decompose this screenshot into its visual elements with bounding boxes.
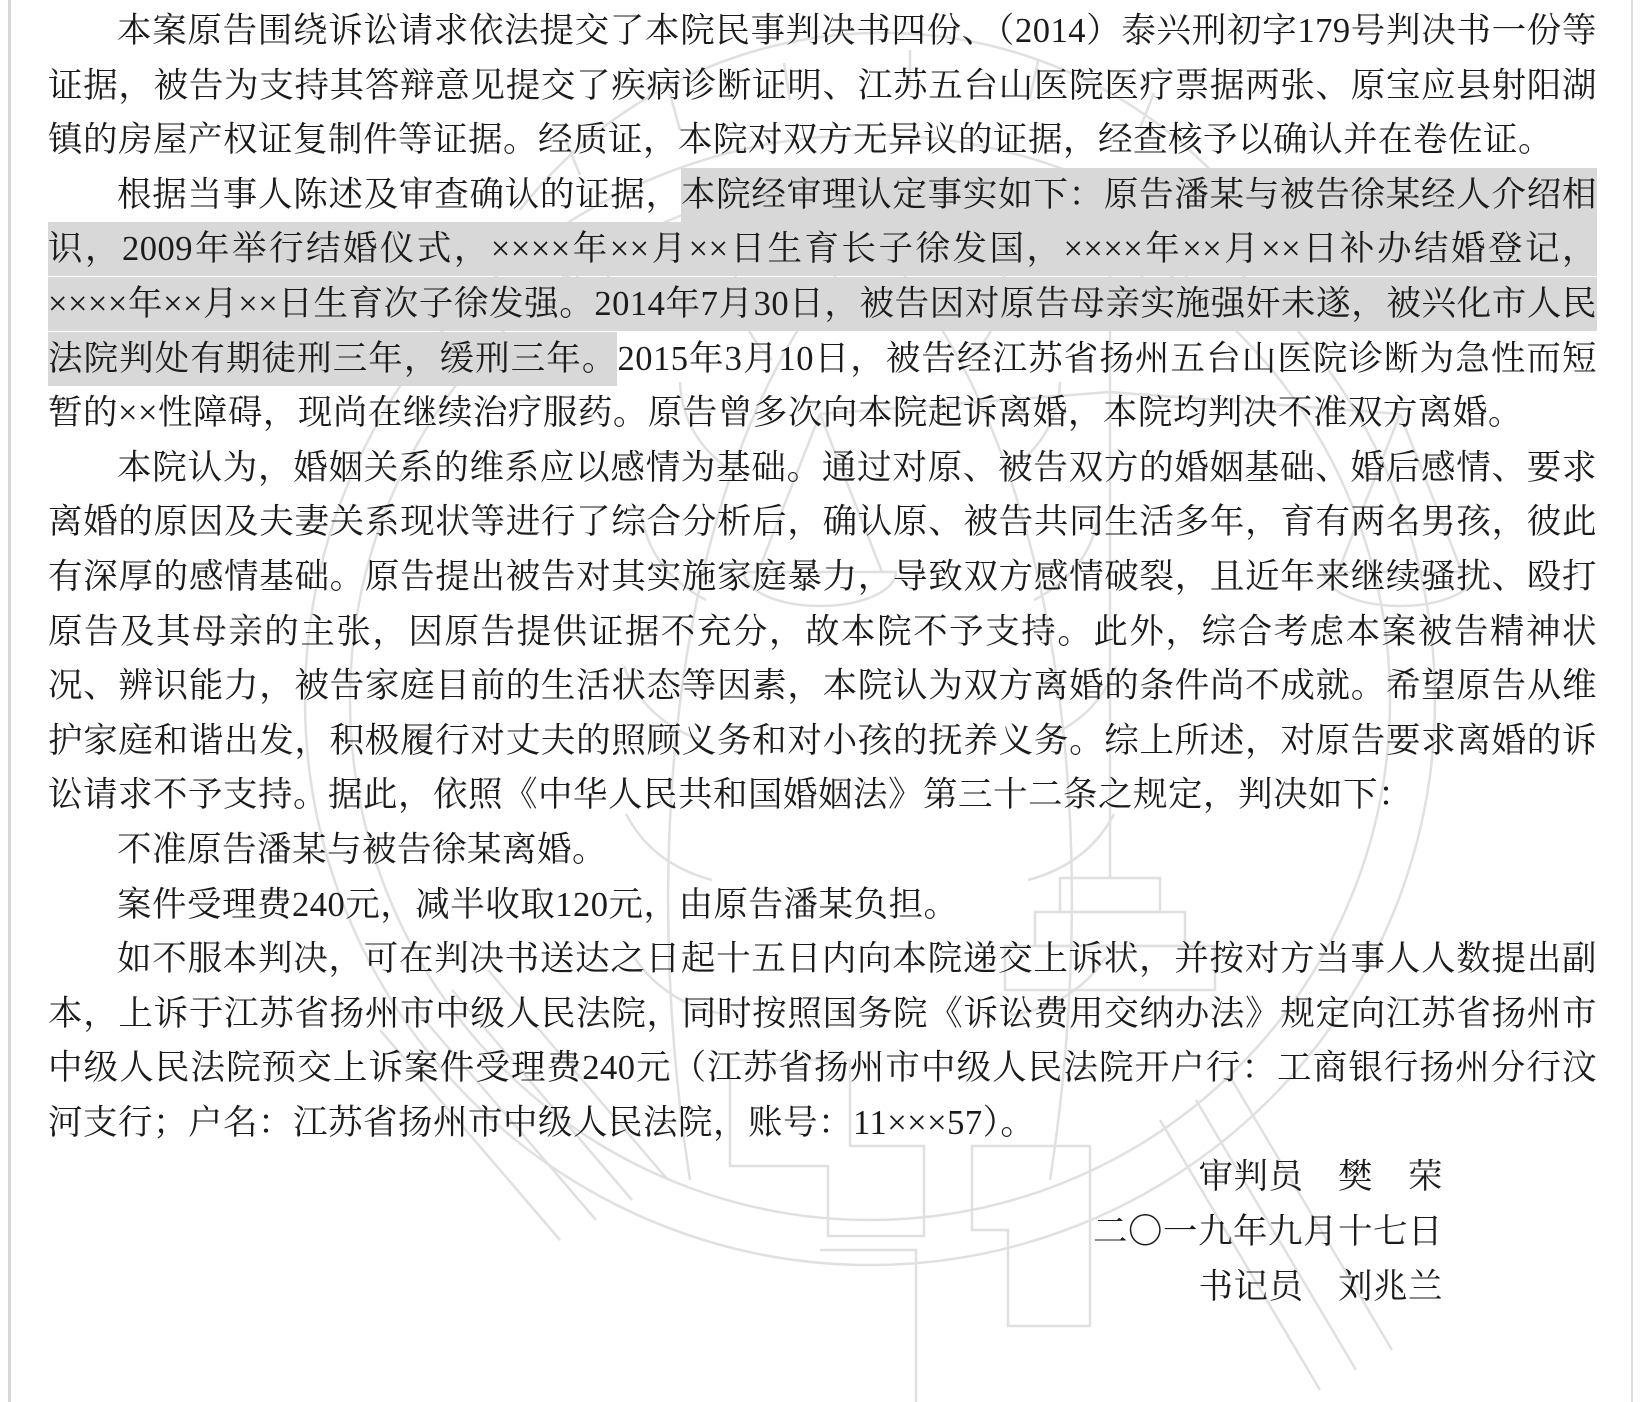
page-right-border	[1631, 0, 1633, 1402]
facts-pre-text: 根据当事人陈述及审查确认的证据，	[117, 175, 681, 214]
paragraph-appeal-notice	[48, 932, 1597, 1150]
evidence-text: 本案原告围绕诉讼请求依法提交了本院民事判决书四份、（2014）泰兴刑初字179号判决书一份等证据，被告为支持其答辩意见提交了疾病诊断证明、江苏五台山医院医疗票据两张、原宝应县射阳湖镇的房屋产权证复制件等证据。经质证，本院对双方无异议的证据，经查核予以确认并在卷佐证。	[48, 12, 1597, 160]
judge-name: 樊 荣	[1338, 1158, 1443, 1197]
paragraph-fees	[48, 878, 1597, 933]
facts-post-text: 2015年3月10日，被告经江苏省扬州五台山医院诊断为急性而短暂的××性障碍，现尚在继续治疗服药。原告曾多次向本院起诉离婚，本院均判决不准双方离婚。	[48, 339, 1598, 433]
court-opinion-text: 本院认为，婚姻关系的维系应以感情为基础。通过对原、被告双方的婚姻基础、婚后感情、要求离婚的原因及夫妻关系现状等进行了综合分析后，确认原、被告共同生活多年，育有两名男孩，彼此有深厚的感情基础。原告提出被告对其实施家庭暴力，导致双方感情破裂，且近年来继续骚扰、殴打原告及其母亲的主张，因原告提供证据不充分，故本院不予支持。此外，综合考虑本案被告精神状况、辨识能力，被告家庭目前的生活状态等因素，本院认为双方离婚的条件尚不成就。希望原告从维护家庭和谐出发，积极履行对丈夫的照顾义务和对小孩的抚养义务。综上所述，对原告要求离婚的诉讼请求不予支持。据此，依照《中华人民共和国婚姻法》第三十二条之规定，判决如下：	[48, 448, 1597, 815]
appeal-notice-text: 如不服本判决，可在判决书送达之日起十五日内向本院递交上诉状，并按对方当事人人数提出副本，上诉于江苏省扬州市中级人民法院，同时按照国务院《诉讼费用交纳办法》规定向江苏省扬州市中级人民法院预交上诉案件受理费240元（江苏省扬州市中级人民法院开户行：工商银行扬州分行汶河支行；户名：江苏省扬州市中级人民法院，账号：11×××57）。	[48, 940, 1597, 1142]
paragraph-facts	[48, 168, 1597, 441]
ruling-text: 不准原告潘某与被告徐某离婚。	[117, 830, 607, 869]
clerk-name: 刘兆兰	[1338, 1267, 1443, 1306]
paragraph-ruling	[48, 823, 1597, 878]
signature-judge-line	[48, 1150, 1597, 1205]
fees-text: 案件受理费240元，减半收取120元，由原告潘某负担。	[117, 885, 959, 924]
signature-date-line	[48, 1205, 1597, 1260]
judge-role-label: 审判员	[1198, 1158, 1304, 1197]
highlighted-facts-text: 本院经审理认定事实如下：原告潘某与被告徐某经人介绍相识，2009年举行结婚仪式，××××年××月××日生育长子徐发国，××××年××月××日补办结婚登记，××××年××月××日生育次子徐发强。2014年7月30日，被告因对原告母亲实施强奸未遂，被兴化市人民法院判处有期徒刑三年，缓刑三年。	[48, 168, 1597, 386]
judgment-date: 二〇一九年九月十七日	[1093, 1213, 1443, 1252]
paragraph-court-opinion	[48, 441, 1597, 823]
page-left-border	[8, 0, 11, 1402]
judgment-text	[48, 4, 1597, 1314]
paragraph-evidence	[48, 4, 1597, 168]
signature-clerk-line	[48, 1260, 1597, 1315]
clerk-role-label: 书记员	[1198, 1267, 1304, 1306]
